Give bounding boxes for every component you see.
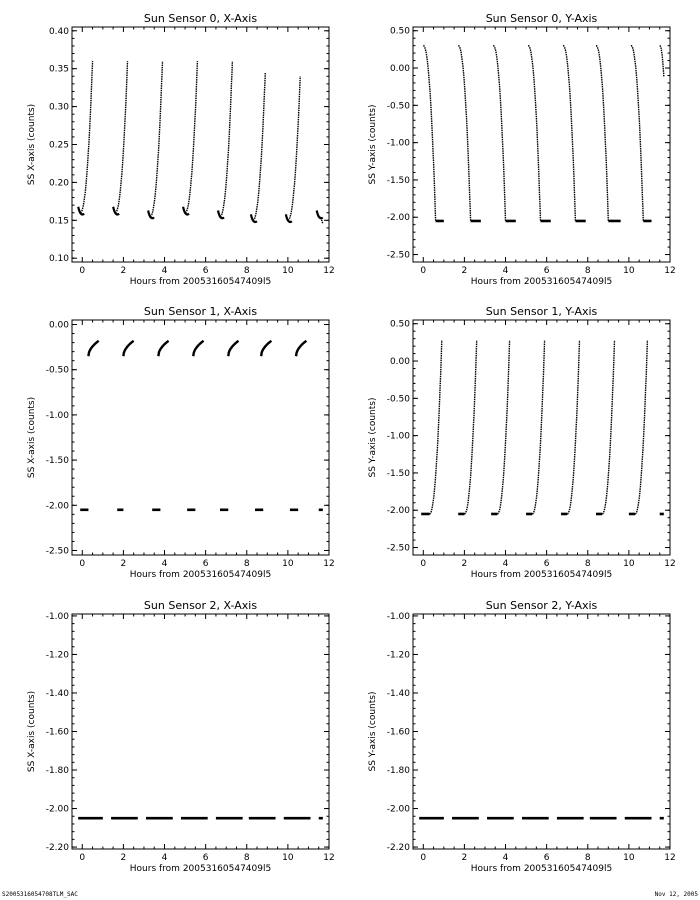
y-tick-label: -1.00 xyxy=(386,431,410,442)
x-tick-label: 12 xyxy=(664,559,676,569)
x-tick-label: 6 xyxy=(543,266,550,276)
data-ramp xyxy=(458,46,470,221)
plot-frame xyxy=(72,614,329,849)
y-tick-label: 0.00 xyxy=(48,320,69,331)
data-ramp xyxy=(150,61,162,216)
data-ramp xyxy=(253,73,265,221)
data-ramp xyxy=(528,46,540,221)
x-tick-label: 6 xyxy=(543,559,550,569)
x-tick-label: 8 xyxy=(243,266,250,276)
x-tick-label: 2 xyxy=(461,559,468,569)
data-arc xyxy=(228,341,238,356)
data-ramp xyxy=(563,46,575,221)
chart-title: Sun Sensor 1, X-Axis xyxy=(143,305,258,318)
data-ramp xyxy=(185,61,197,213)
x-axis-label: Hours from 20053160547409l5 xyxy=(129,277,272,287)
y-tick-label: -1.50 xyxy=(45,456,69,467)
x-tick-label: 2 xyxy=(120,266,127,276)
y-tick-label: -1.40 xyxy=(45,688,69,699)
x-axis-label: Hours from 20053160547409l5 xyxy=(470,277,613,287)
x-tick-label: 4 xyxy=(161,266,168,276)
x-axis-label: Hours from 20053160547409l5 xyxy=(470,570,613,580)
data-ramp xyxy=(429,340,441,514)
y-tick-label: 0.50 xyxy=(389,26,410,37)
data-ramp xyxy=(423,46,435,221)
x-tick-label: 0 xyxy=(420,266,427,276)
plot-frame xyxy=(413,614,670,849)
y-axis-label: SS X-axis (counts) xyxy=(27,690,37,773)
x-tick-label: 12 xyxy=(664,853,676,863)
y-tick-label: -2.50 xyxy=(45,546,69,557)
data-ramp xyxy=(493,46,505,221)
y-tick-label: 0.50 xyxy=(389,319,410,330)
y-tick-label: -1.80 xyxy=(386,766,410,777)
y-tick-label: -0.50 xyxy=(386,394,410,405)
y-tick-label: 0.40 xyxy=(48,26,69,37)
x-tick-label: 10 xyxy=(282,266,294,276)
data-ramp xyxy=(631,46,643,221)
y-tick-label: -1.00 xyxy=(386,138,410,149)
y-tick-label: -2.00 xyxy=(386,213,410,224)
chart-panel-6 xyxy=(368,599,676,874)
x-tick-label: 10 xyxy=(623,853,635,863)
y-axis-label: SS X-axis (counts) xyxy=(27,103,37,186)
y-tick-label: -0.50 xyxy=(386,101,410,112)
y-tick-label: -1.40 xyxy=(386,688,410,699)
y-tick-label: 0.10 xyxy=(48,254,69,265)
x-axis-label: Hours from 20053160547409l5 xyxy=(129,570,272,580)
y-axis-label: SS Y-axis (counts) xyxy=(368,691,378,772)
y-tick-label: 0.25 xyxy=(48,140,69,151)
y-tick-label: -2.00 xyxy=(45,501,69,512)
x-tick-label: 8 xyxy=(584,559,591,569)
data-ramp xyxy=(288,76,300,220)
x-tick-label: 2 xyxy=(120,559,127,569)
x-tick-label: 10 xyxy=(282,853,294,863)
y-tick-label: -0.50 xyxy=(45,365,69,376)
y-axis-label: SS Y-axis (counts) xyxy=(368,397,378,478)
data-arc xyxy=(88,341,98,356)
y-tick-label: -1.60 xyxy=(386,727,410,738)
x-tick-label: 4 xyxy=(161,853,168,863)
x-tick-label: 0 xyxy=(79,559,86,569)
footer-date: Nov 12, 2005 xyxy=(654,891,698,898)
x-tick-label: 2 xyxy=(120,853,127,863)
x-tick-label: 12 xyxy=(323,266,335,276)
x-tick-label: 8 xyxy=(243,853,250,863)
x-tick-label: 2 xyxy=(461,266,468,276)
y-tick-label: 0.20 xyxy=(48,178,69,189)
y-tick-label: 0.30 xyxy=(48,102,69,113)
plot-frame xyxy=(72,320,329,555)
x-tick-label: 2 xyxy=(461,853,468,863)
y-tick-label: -1.60 xyxy=(45,727,69,738)
y-tick-label: -2.00 xyxy=(386,506,410,517)
x-tick-label: 4 xyxy=(502,559,509,569)
data-arc xyxy=(193,341,203,356)
chart-title: Sun Sensor 1, Y-Axis xyxy=(485,305,598,318)
plot-frame xyxy=(72,27,329,262)
y-tick-label: -1.20 xyxy=(45,650,69,661)
data-layer xyxy=(78,61,323,224)
x-tick-label: 6 xyxy=(202,559,209,569)
data-ramp xyxy=(660,46,664,77)
y-tick-label: -2.00 xyxy=(45,804,69,815)
data-arc xyxy=(296,341,306,356)
y-tick-label: -1.00 xyxy=(45,611,69,622)
y-tick-label: -1.20 xyxy=(386,650,410,661)
data-arc xyxy=(261,341,271,356)
y-tick-label: -1.80 xyxy=(45,766,69,777)
data-ramp xyxy=(596,46,608,221)
chart-title: Sun Sensor 0, X-Axis xyxy=(143,12,258,25)
data-ramp xyxy=(115,61,127,213)
data-ramp xyxy=(602,340,614,514)
x-tick-label: 10 xyxy=(623,266,635,276)
data-arc xyxy=(123,341,133,356)
chart-title: Sun Sensor 2, X-Axis xyxy=(143,599,258,612)
data-layer xyxy=(423,46,664,221)
x-tick-label: 12 xyxy=(323,853,335,863)
x-axis-label: Hours from 20053160547409l5 xyxy=(129,864,272,874)
x-tick-label: 6 xyxy=(543,853,550,863)
chart-panel-4 xyxy=(368,305,676,580)
chart-panel-2 xyxy=(368,12,676,287)
data-ramp xyxy=(497,340,509,514)
plot-frame xyxy=(413,27,670,262)
chart-title: Sun Sensor 2, Y-Axis xyxy=(485,599,598,612)
x-tick-label: 0 xyxy=(79,266,86,276)
footer-filename: S2005316054708TLM_SAC xyxy=(2,891,78,898)
x-tick-label: 10 xyxy=(282,559,294,569)
x-tick-label: 8 xyxy=(584,266,591,276)
data-layer xyxy=(421,340,664,514)
x-tick-label: 4 xyxy=(502,853,509,863)
y-tick-label: -2.00 xyxy=(386,804,410,815)
y-axis-label: SS X-axis (counts) xyxy=(27,396,37,479)
x-tick-label: 0 xyxy=(420,559,427,569)
y-tick-label: 0.35 xyxy=(48,64,69,75)
y-tick-label: -1.00 xyxy=(45,410,69,421)
data-ramp xyxy=(464,340,476,514)
x-tick-label: 4 xyxy=(502,266,509,276)
x-tick-label: 0 xyxy=(420,853,427,863)
y-axis-label: SS Y-axis (counts) xyxy=(368,104,378,185)
x-tick-label: 4 xyxy=(161,559,168,569)
y-tick-label: -1.00 xyxy=(386,611,410,622)
y-tick-label: -1.50 xyxy=(386,468,410,479)
y-tick-label: 0.15 xyxy=(48,216,69,227)
chart-panel-5 xyxy=(27,599,335,874)
x-tick-label: 12 xyxy=(323,559,335,569)
y-tick-label: -1.50 xyxy=(386,175,410,186)
chart-title: Sun Sensor 0, Y-Axis xyxy=(485,12,598,25)
data-layer xyxy=(80,341,323,510)
y-tick-label: -2.20 xyxy=(386,843,410,854)
x-tick-label: 10 xyxy=(623,559,635,569)
y-tick-label: 0.00 xyxy=(389,357,410,368)
y-tick-label: -2.50 xyxy=(386,250,410,261)
y-tick-label: -2.50 xyxy=(386,543,410,554)
y-tick-label: -2.20 xyxy=(45,843,69,854)
x-tick-label: 8 xyxy=(243,559,250,569)
x-tick-label: 6 xyxy=(202,266,209,276)
data-ramp xyxy=(532,340,544,514)
x-tick-label: 0 xyxy=(79,853,86,863)
data-ramp xyxy=(80,61,92,213)
data-ramp xyxy=(635,340,647,514)
x-tick-label: 12 xyxy=(664,266,676,276)
x-axis-label: Hours from 20053160547409l5 xyxy=(470,864,613,874)
chart-panel-3 xyxy=(27,305,335,580)
data-arc xyxy=(158,341,168,356)
y-tick-label: 0.00 xyxy=(389,64,410,75)
plot-frame xyxy=(413,320,670,555)
data-ramp xyxy=(567,340,579,514)
data-ramp xyxy=(220,61,232,216)
x-tick-label: 6 xyxy=(202,853,209,863)
chart-panel-1 xyxy=(27,12,335,287)
x-tick-label: 8 xyxy=(584,853,591,863)
